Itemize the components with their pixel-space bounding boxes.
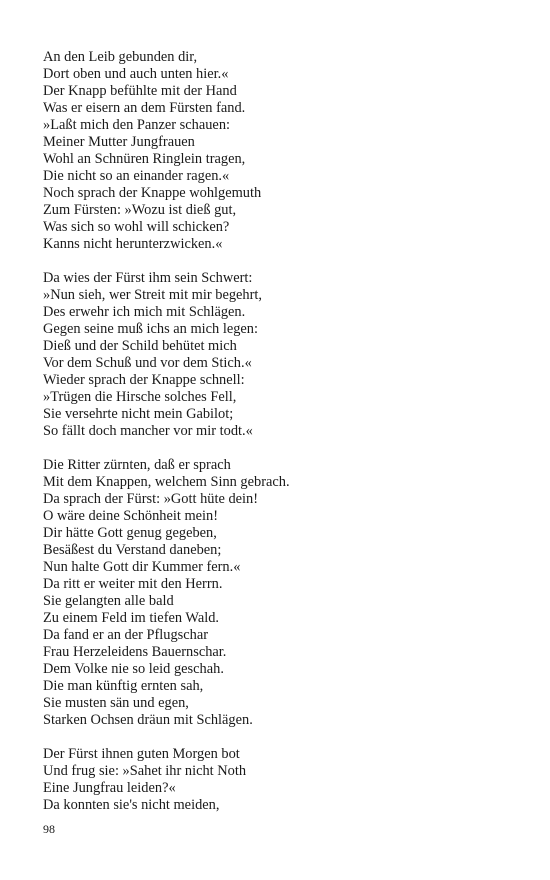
verse-line: Starken Ochsen dräun mit Schlägen. (43, 712, 253, 728)
verse-line: Und frug sie: »Sahet ihr nicht Noth (43, 763, 247, 779)
stanza-4 (43, 746, 290, 814)
verse-line: »Trügen die Hirsche solches Fell, (43, 389, 237, 405)
verse-line: Die nicht so an einander ragen.« (43, 168, 230, 184)
verse-line: Nun halte Gott dir Kummer fern.« (43, 559, 241, 575)
verse-line: Mit dem Knappen, welchem Sinn gebrach. (43, 474, 290, 490)
verse-line: Wieder sprach der Knappe schnell: (43, 372, 245, 388)
verse-line: Sie versehrte nicht mein Gabilot; (43, 406, 234, 422)
verse-line: Was sich so wohl will schicken? (43, 219, 230, 235)
verse-line: Zum Fürsten: »Wozu ist dieß gut, (43, 202, 237, 218)
verse-line: Frau Herzeleidens Bauernschar. (43, 644, 227, 660)
verse-line: Die Ritter zürnten, daß er sprach (43, 457, 231, 473)
verse-line: Da fand er an der Pflugschar (43, 627, 209, 643)
verse-line: Zu einem Feld im tiefen Wald. (43, 610, 220, 626)
verse-line: Da sprach der Fürst: »Gott hüte dein! (43, 491, 259, 507)
verse-line: Dort oben und auch unten hier.« (43, 66, 229, 82)
verse-line: »Nun sieh, wer Streit mit mir begehrt, (43, 287, 263, 303)
verse-line: Der Knapp befühlte mit der Hand (43, 83, 237, 99)
stanza-2 (43, 270, 290, 440)
verse-line: An den Leib gebunden dir, (43, 49, 198, 65)
verse-line: Da konnten sie's nicht meiden, (43, 797, 220, 813)
verse-line: Eine Jungfrau leiden?« (43, 780, 176, 796)
verse-line: Noch sprach der Knappe wohlgemuth (43, 185, 262, 201)
verse-line: Dir hätte Gott genug gegeben, (43, 525, 217, 541)
verse-line: Besäßest du Verstand daneben; (43, 542, 222, 558)
verse-line: Kanns nicht herunterzwicken.« (43, 236, 223, 252)
verse-line: So fällt doch mancher vor mir todt.« (43, 423, 253, 439)
stanza-1 (43, 49, 290, 253)
verse-line: Dieß und der Schild behütet mich (43, 338, 237, 354)
page-number: 98 (43, 822, 55, 836)
verse-line: Wohl an Schnüren Ringlein tragen, (43, 151, 246, 167)
verse-line: Sie musten sän und egen, (43, 695, 189, 711)
verse-line: Da ritt er weiter mit den Herrn. (43, 576, 223, 592)
verse-line: Was er eisern an dem Fürsten fand. (43, 100, 246, 116)
verse-line: Die man künftig ernten sah, (43, 678, 204, 694)
verse-line: Meiner Mutter Jungfrauen (43, 134, 195, 150)
stanza-3 (43, 457, 290, 729)
verse-line: O wäre deine Schönheit mein! (43, 508, 219, 524)
verse-line: Des erwehr ich mich mit Schlägen. (43, 304, 246, 320)
verse-line: Da wies der Fürst ihm sein Schwert: (43, 270, 253, 286)
verse-line: Der Fürst ihnen guten Morgen bot (43, 746, 240, 762)
verse-line: Dem Volke nie so leid geschah. (43, 661, 224, 677)
poem-text (43, 49, 290, 831)
verse-line: Gegen seine muß ichs an mich legen: (43, 321, 258, 337)
verse-line: »Laßt mich den Panzer schauen: (43, 117, 231, 133)
verse-line: Vor dem Schuß und vor dem Stich.« (43, 355, 252, 371)
verse-line: Sie gelangten alle bald (43, 593, 174, 609)
